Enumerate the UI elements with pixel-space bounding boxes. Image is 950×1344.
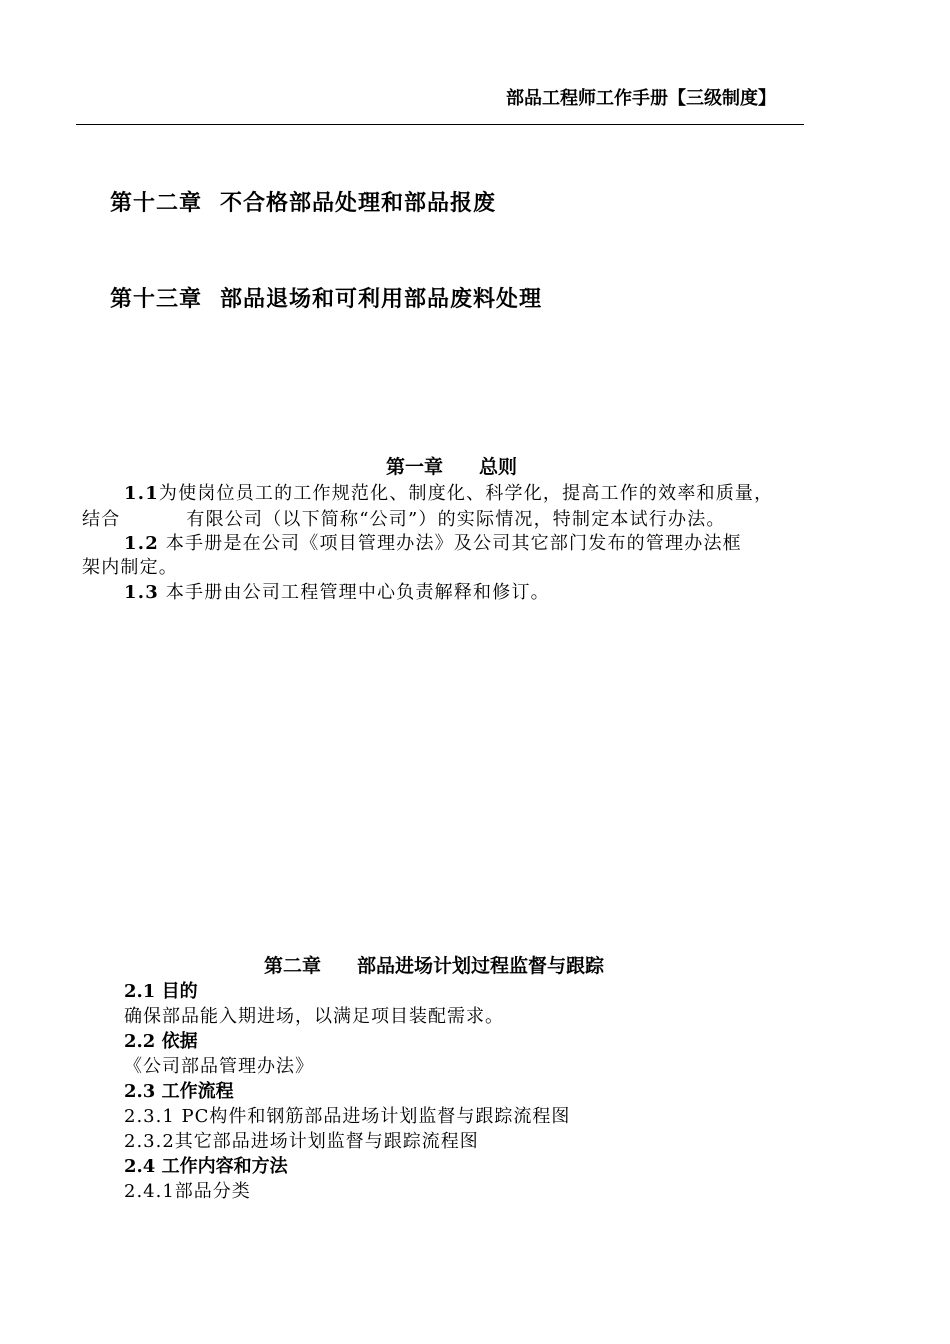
clause-text: 为使岗位员工的工作规范化、制度化、科学化，提高工作的效率和质量， <box>158 483 774 504</box>
paragraph-1-1-line-1 <box>124 479 773 505</box>
section-2-3-heading: 2.3 工作流程 <box>124 1081 234 1102</box>
section-2-3-1: 2.3.1 PC构件和钢筋部品进场计划监督与跟踪流程图 <box>124 1106 571 1127</box>
clause-text: 本手册是在公司《项目管理办法》及公司其它部门发布的管理办法框 <box>165 533 742 554</box>
toc-chapter-number: 第十二章 <box>110 190 203 216</box>
chapter-number: 第一章 <box>386 456 444 478</box>
toc-entry-chapter-12 <box>110 186 496 217</box>
chapter-1-heading <box>386 452 517 479</box>
section-2-2-heading: 2.2 依据 <box>124 1031 198 1052</box>
clause-number: 1.3 <box>124 582 159 603</box>
section-2-4-heading: 2.4 工作内容和方法 <box>124 1156 288 1177</box>
section-2-4-1: 2.4.1部品分类 <box>124 1181 251 1202</box>
section-2-2-text: 《公司部品管理办法》 <box>124 1056 314 1077</box>
clause-number: 1.2 <box>124 533 159 554</box>
header-title: 部品工程师工作手册【三级制度】 <box>506 88 776 109</box>
chapter-title: 总则 <box>479 456 518 478</box>
clause-text: 结合 <box>82 509 121 530</box>
clause-number: 1.1 <box>124 483 159 504</box>
chapter-title: 部品进场计划过程监督与跟踪 <box>357 955 605 977</box>
paragraph-1-2-line-2: 架内制定。 <box>82 557 178 578</box>
chapter-number: 第二章 <box>264 955 322 977</box>
paragraph-1-1-line-2 <box>82 505 726 531</box>
header-divider <box>76 124 804 125</box>
clause-text: 有限公司（以下简称“公司”）的实际情况，特制定本试行办法。 <box>186 509 726 530</box>
section-2-3-2: 2.3.2其它部品进场计划监督与跟踪流程图 <box>124 1131 479 1152</box>
paragraph-1-3 <box>124 578 550 604</box>
chapter-2-heading <box>264 951 604 978</box>
toc-chapter-title: 部品退场和可利用部品废料处理 <box>220 286 543 312</box>
toc-chapter-title: 不合格部品处理和部品报废 <box>220 190 497 216</box>
toc-entry-chapter-13 <box>110 282 542 313</box>
clause-text: 本手册由公司工程管理中心负责解释和修订。 <box>165 582 550 603</box>
section-2-1-heading: 2.1 目的 <box>124 981 198 1002</box>
section-2-1-text: 确保部品能入期进场，以满足项目装配需求。 <box>124 1006 504 1027</box>
paragraph-1-2-line-1 <box>124 529 742 555</box>
toc-chapter-number: 第十三章 <box>110 286 203 312</box>
